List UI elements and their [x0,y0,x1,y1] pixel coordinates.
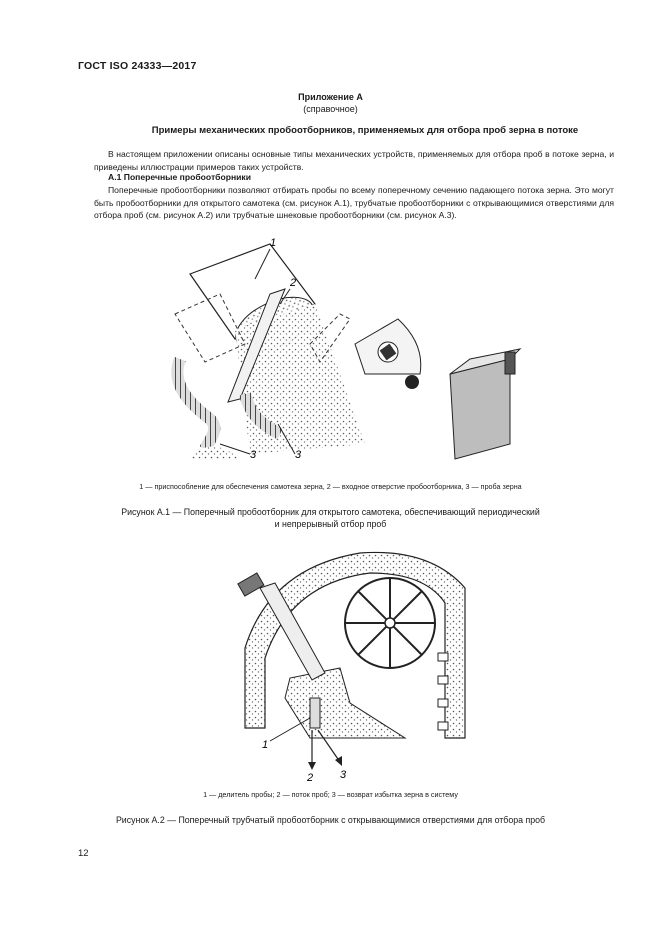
figure-a1-legend: 1 — приспособление для обеспечения самотека зерна, 2 — входное отверстие пробоотборника, 3 — проба зерна [139,482,522,491]
fig2-callout-1: 1 [262,739,269,751]
figure-a2-legend: 1 — делитель пробы; 2 — поток проб; 3 — возврат избытка зерна в систему [203,790,458,799]
main-title: Примеры механических пробоотборников, применяемых для отбора проб зерна в потоке [151,125,579,136]
fig1-callout-2: 2 [290,277,297,289]
figure-a1-caption-line2: и непрерывный отбор проб [274,519,387,529]
figure-a2-illustration [230,548,480,784]
fig1-callout-3b: 3 [295,449,302,461]
page-number: 12 [78,848,89,859]
hose-left [177,359,214,449]
sampler-box [450,359,510,459]
figure-a1-caption-line1: Рисунок А.1 — Поперечный пробоотборник для открытого самотека, обеспечивающий периодический [121,507,540,517]
section-text: Поперечные пробоотборники позволяют отбирать пробы по всему поперечному сечению падающего потока зерна. Это могут быть пробоотборники для открытого самотека (см. рисунок А.1), трубчатые пробоотборники с открывающимися отверстиями для отбора проб (см. рисунок А.2) или трубчатые шнековые пробоотборники (см. рисунок А.3). [94,185,614,220]
sample-divider [310,698,320,728]
figure-a2-caption: Рисунок А.2 — Поперечный трубчатый пробоотборник с открывающимися отверстиями для отбора проб [115,815,546,825]
document-header: ГОСТ ISO 24333—2017 [78,60,197,72]
section-heading: А.1 Поперечные пробоотборники [108,172,252,182]
figure-a1-illustration [150,234,540,474]
fig1-callout-3a: 3 [250,449,257,461]
fig2-callout-3: 3 [340,769,347,781]
intro-paragraph [94,148,614,173]
section-paragraph [94,184,614,222]
grain-stream [235,304,365,454]
intro-text: В настоящем приложении описаны основные типы механических устройств, применяемых для отбора проб в потоке зерна, и приведены иллюстрации примеров таких устройств. [94,149,614,172]
annex-subtitle: (справочное) [303,104,358,114]
fig2-callout-2: 2 [307,772,314,784]
fig1-callout-1: 1 [270,237,277,249]
annex-title: Приложение А [298,92,363,102]
